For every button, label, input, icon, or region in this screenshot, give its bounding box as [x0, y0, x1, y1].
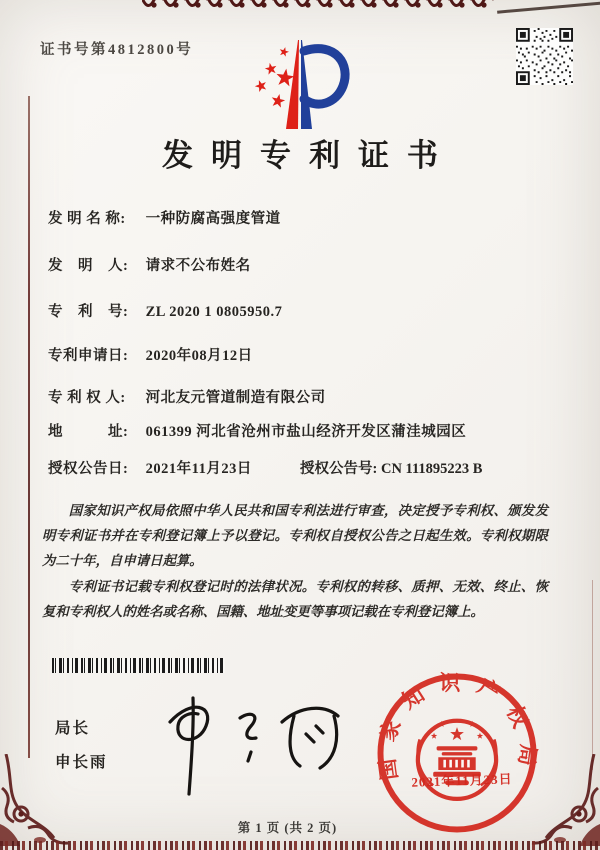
- top-right-edge-line: [497, 1, 600, 13]
- field-patent-number: [48, 300, 282, 321]
- left-frame-line: [28, 96, 30, 758]
- certificate-title: 发明专利证书: [162, 138, 456, 173]
- field-value: ZL 2020 1 0805950.7: [145, 304, 283, 320]
- bottom-ornament-border: [0, 841, 600, 850]
- field-value: CN 111895223 B: [380, 461, 483, 477]
- top-ornament-border: [142, 0, 498, 14]
- field-label: 发 明 人:: [48, 258, 129, 274]
- field-label: 授权公告号:: [300, 461, 378, 477]
- seal-date: 2021年11月23日: [411, 771, 513, 790]
- field-label: 专利申请日:: [48, 348, 129, 364]
- field-value: 2021年11月23日: [145, 461, 252, 477]
- field-value: 2020年08月12日: [145, 348, 253, 364]
- barcode-icon: [52, 658, 225, 673]
- field-value: 061399 河北省沧州市盐山经济开发区蒲洼城园区: [145, 424, 467, 440]
- field-label: 授权公告日:: [48, 461, 129, 477]
- page-number: 第 1 页 (共 2 页): [237, 821, 338, 835]
- commissioner-title: 局长: [55, 720, 91, 737]
- commissioner-name: 申长雨: [55, 754, 108, 771]
- field-label: 地 址:: [48, 424, 129, 440]
- right-frame-line: [592, 580, 594, 770]
- legal-paragraph-2: 专利证书记载专利权登记时的法律状况。专利权的转移、质押、无效、终止、恢复和专利权人的姓名或名称、国籍、地址变更等事项记载在专利登记簿上。: [42, 578, 548, 619]
- seal-agency-text: 国家知识产权局: [373, 670, 541, 782]
- field-address: [48, 420, 466, 441]
- field-value: 河北友元管道制造有限公司: [145, 390, 326, 406]
- field-label: 发 明 名 称:: [48, 211, 126, 227]
- field-inventor: [48, 254, 251, 275]
- legal-statement: [42, 498, 548, 624]
- field-label: 专 利 号:: [48, 304, 129, 320]
- field-filing-date: [48, 344, 253, 365]
- field-value: 一种防腐高强度管道: [145, 211, 281, 227]
- qr-code-icon: [516, 28, 573, 85]
- field-grant-number: [300, 457, 482, 478]
- field-grant-date: [48, 457, 252, 478]
- cnipa-patent-logo: [250, 36, 354, 138]
- field-patentee: [48, 386, 326, 407]
- certificate-number: 证书号第4812800号: [40, 42, 194, 58]
- legal-paragraph-1: 国家知识产权局依照中华人民共和国专利法进行审查，决定授予专利权、颁发发明专利证书并在专利登记簿上予以登记。专利权自授权公告之日起生效。专利权期限为二十年，自申请日起算。: [42, 503, 548, 569]
- handwritten-signature: [148, 682, 348, 800]
- official-seal: [372, 668, 542, 838]
- field-invention-name: [48, 207, 281, 228]
- field-value: 请求不公布姓名: [145, 258, 251, 274]
- field-label: 专 利 权 人:: [48, 390, 126, 406]
